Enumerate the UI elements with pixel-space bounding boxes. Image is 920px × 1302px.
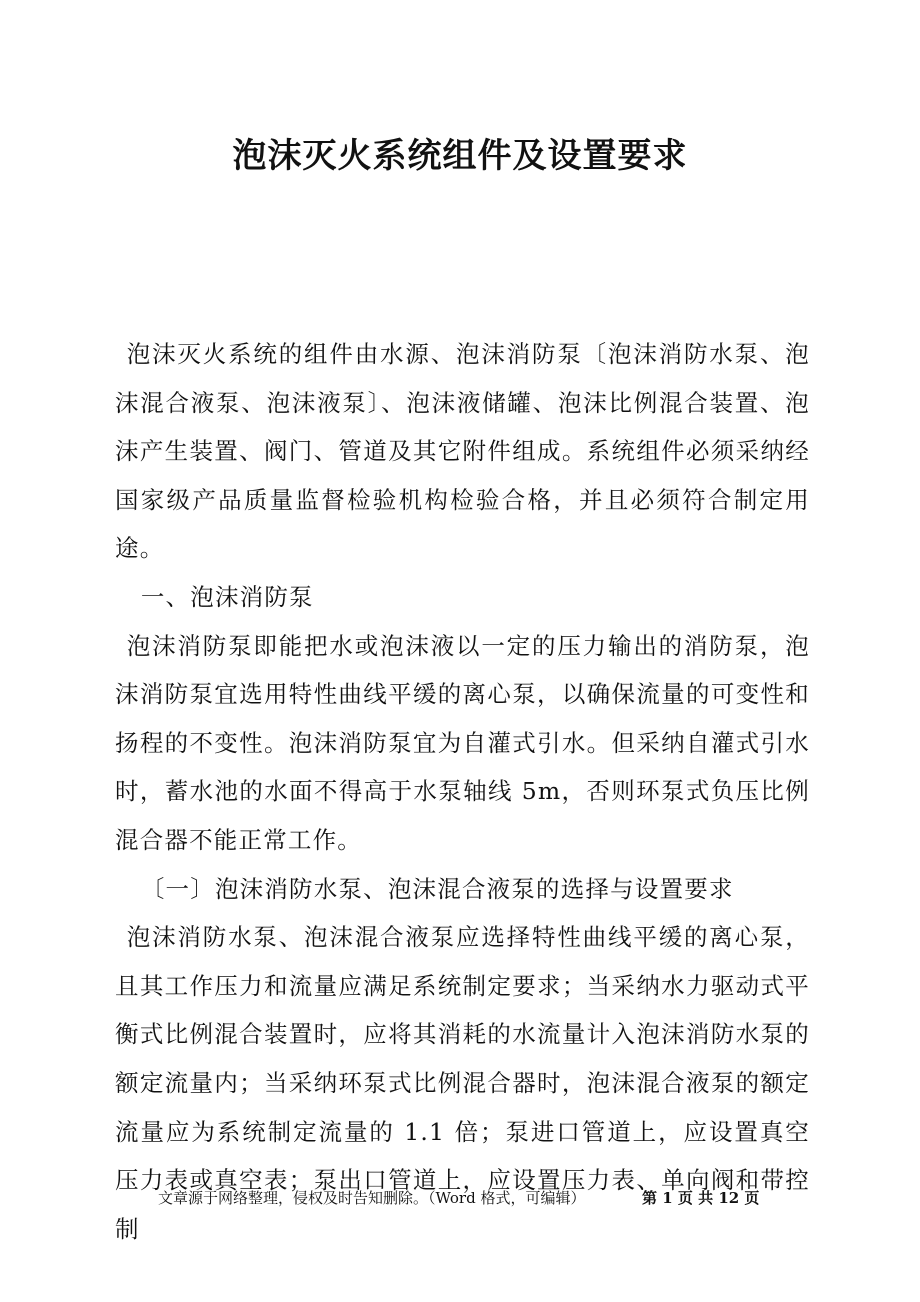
subsection-heading-pump-selection: 〔一〕泡沫消防水泵、泡沫混合液泵的选择与设置要求 <box>140 874 734 903</box>
paragraph-intro: 泡沫灭火系统的组件由水源、泡沫消防泵〔泡沫消防水泵、泡沫混合液泵、泡沫液泵〕、泡沫液储罐、泡沫比例混合装置、泡沫产生装置、阀门、管道及其它附件组成。系统组件必须采纳经国家级产品质量监督检验机构检验合格，并且必须符合制定用途。 <box>115 340 810 563</box>
document-title: 泡沫灭火系统组件及设置要求 <box>232 136 688 176</box>
footer-source-note: 文章源于网络整理，侵权及时告知删除。（Word 格式，可编辑） <box>158 1189 586 1207</box>
section-heading-foam-pump: 一、泡沫消防泵 <box>140 582 314 611</box>
paragraph-foam-pump: 泡沫消防泵即能把水或泡沫液以一定的压力输出的消防泵，泡沫消防泵宜选用特性曲线平缓的离心泵，以确保流量的可变性和扬程的不变性。泡沫消防泵宜为自灌式引水。但采纳自灌式引水时，蓄水池的水面不得高于水泵轴线 5m，否则环泵式负压比例混合器不能正常工作。 <box>115 631 810 854</box>
footer-page-number: 第 1 页 共 12 页 <box>642 1189 760 1207</box>
paragraph-pump-selection: 泡沫消防水泵、泡沫混合液泵应选择特性曲线平缓的离心泵，且其工作压力和流量应满足系统制定要求；当采纳水力驱动式平衡式比例混合装置时，应将其消耗的水流量计入泡沫消防水泵的额定流量内；当采纳环泵式比例混合器时，泡沫混合液泵的额定流量应为系统制定流量的 1.1 倍；泵进口管道上，应设置真空压力表或真空表；泵出口管道上，应设置压力表、单向阀和带控制 <box>115 923 810 1243</box>
document-body <box>115 330 810 1253</box>
